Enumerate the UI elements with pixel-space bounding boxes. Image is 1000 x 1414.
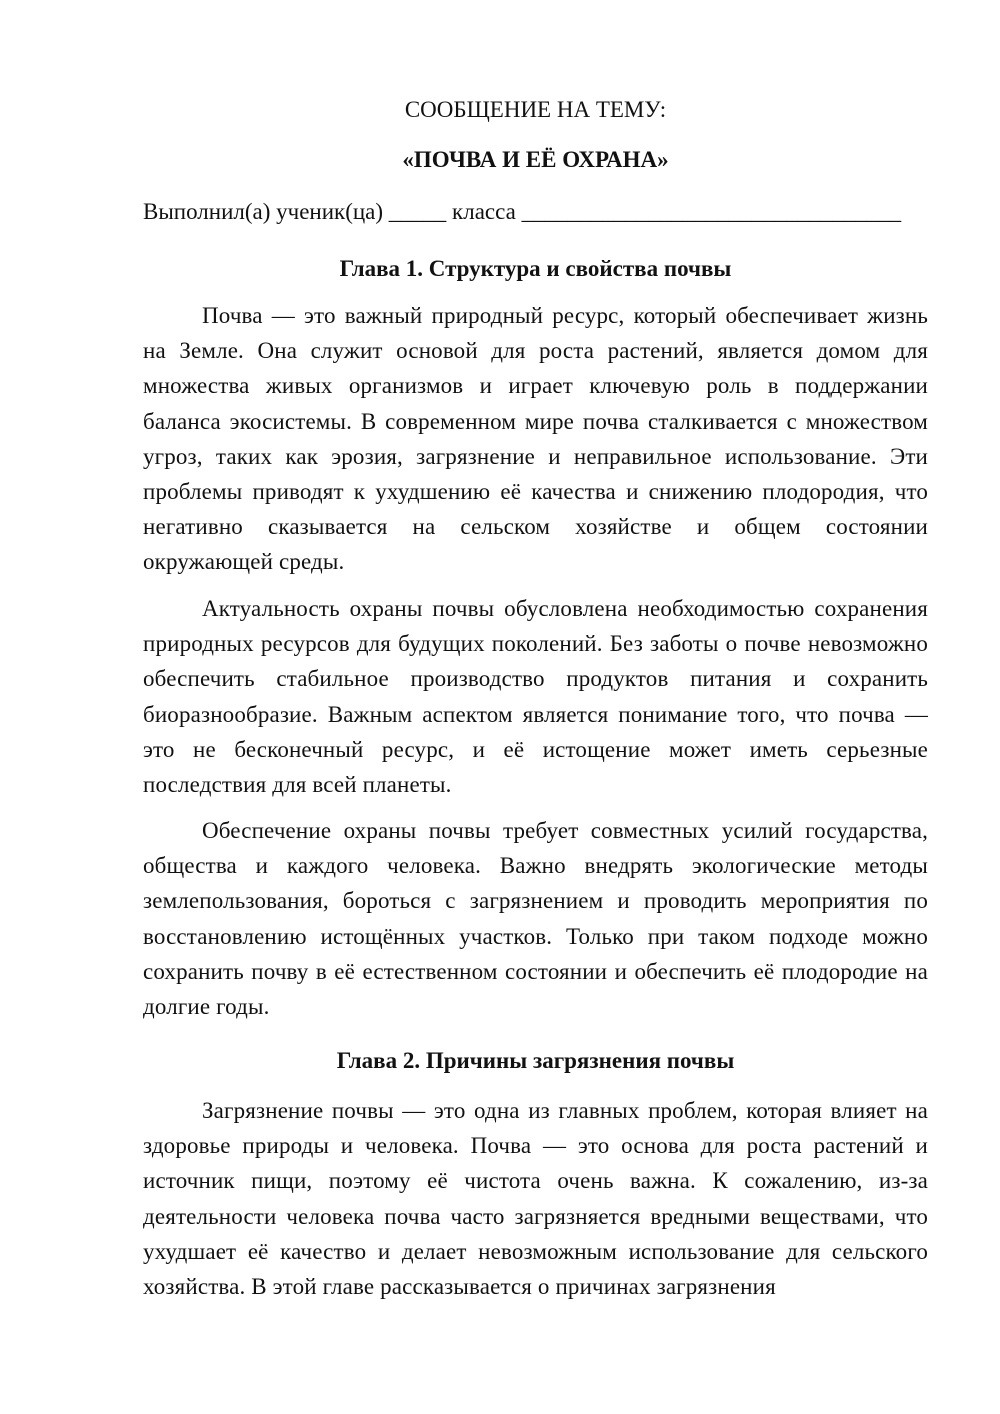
chapter-2-paragraph-1: Загрязнение почвы — это одна из главных проблем, которая влияет на здоровье природы и человека. Почва — это основа для роста растений и источник пищи, поэтому её чистота очень важна. К сожалению, из-за деятельности человека почва часто загрязняется вредными веществами, что ухудшает её качество и делает невозможным использование для сельского хозяйства. В этой главе рассказывается о причинах загрязнения bbox=[143, 1098, 928, 1300]
chapter-1-paragraph-2: Актуальность охраны почвы обусловлена необходимостью сохранения природных ресурсов для будущих поколений. Без заботы о почве невозможно обеспечить стабильное производство продуктов питания и сохранить биоразнообразие. Важным аспектом является понимание того, что почва — это не бесконечный ресурс, и её истощение может иметь серьезные последствия для всей планеты. bbox=[143, 596, 928, 798]
document-title-line-2: «ПОЧВА И ЕЁ ОХРАНА» bbox=[402, 147, 669, 172]
author-line: Выполнил(а) ученик(ца) _____ класса _________________________________ bbox=[143, 199, 902, 224]
chapter-2-heading: Глава 2. Причины загрязнения почвы bbox=[336, 1048, 735, 1073]
chapter-1-heading: Глава 1. Структура и свойства почвы bbox=[339, 256, 732, 281]
chapter-1-paragraph-1: Почва — это важный природный ресурс, который обеспечивает жизнь на Земле. Она служит основой для роста растений, является домом для множества живых организмов и играет ключевую роль в поддержании баланса экосистемы. В современном мире почва сталкивается с множеством угроз, таких как эрозия, загрязнение и неправильное использование. Эти проблемы приводят к ухудшению её качества и снижению плодородия, что негативно сказывается на сельском хозяйстве и общем состоянии окружающей среды. bbox=[143, 303, 928, 575]
chapter-1-paragraph-3: Обеспечение охраны почвы требует совместных усилий государства, общества и каждого человека. Важно внедрять экологические методы землепользования, бороться с загрязнением и проводить мероприятия по восстановлению истощённых участков. Только при таком подходе можно сохранить почву в её естественном состоянии и обеспечить её плодородие на долгие годы. bbox=[143, 818, 928, 1020]
document-title-line-1: СООБЩЕНИЕ НА ТЕМУ: bbox=[404, 97, 667, 122]
